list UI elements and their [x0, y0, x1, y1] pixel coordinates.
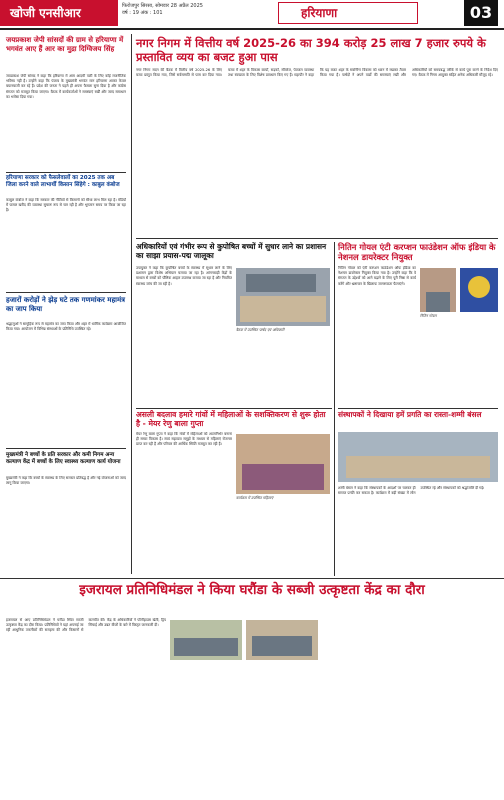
story4-paragraph: मुख्यमंत्री ने कहा कि बच्चों के स्वास्थ्य के लिए सरकार प्रतिबद्ध है और नई योजनाओं को जल्द लागू किया जाएगा। [6, 476, 126, 486]
lead-body [136, 68, 498, 234]
section-label: हरियाणा [278, 2, 418, 24]
divider [136, 238, 498, 239]
story9-headline: संस्थापकों ने दिखाया हमें प्रगति का रास्ता-शम्मी बंसल [338, 410, 482, 419]
story3-body [6, 322, 126, 444]
story10-body-right [322, 618, 498, 796]
delegation-photo-2 [246, 620, 318, 660]
story4-headline: मुख्यमंत्री ने बच्चों के प्रति सरकार और कमी निगम अन्य कल्याण केंद्र में बच्चों के लिए स्वास्थ्य कल्याण कार्य योजना [6, 452, 121, 465]
story6-body-cont [236, 336, 330, 406]
column-divider [334, 242, 335, 576]
story4-body [6, 476, 126, 576]
divider [6, 448, 126, 449]
issue-number: वर्ष : 19 अंक : 101 [122, 10, 163, 16]
story10-headline: इजरायल प्रतिनिधिमंडल ने किया घरौंडा के सब्जी उत्कृष्टता केंद्र का दौरा [79, 582, 425, 598]
divider [338, 408, 498, 409]
story7-paragraph: नितिन गोयल को एंटी करप्शन फाउंडेशन ऑफ इंडिया का नेशनल डायरेक्टर नियुक्त किया गया है। उन्होंने कहा कि वे संगठन के उद्देश्यों को आगे बढ़ाने के लिए पूरी निष्ठा से कार्य करेंगे और भ्रष्टाचार के खिलाफ जागरूकता फैलाएंगे। [338, 266, 416, 286]
issue-meta [122, 3, 252, 17]
story7-headline: नितिन गोयल एंटी करप्शन फाउंडेशन ऑफ इंडिया के नेशनल डायरेक्टर नियुक्त [338, 242, 496, 262]
story2-body [6, 198, 126, 258]
story6-headline: अधिकारियों एवं गंभीर रूप से कुपोषित बच्चों में सुधार लाने का प्रशासन का साझा प्रयास-पद्म जालूका [136, 242, 327, 260]
divider [136, 408, 332, 409]
story7-body [338, 266, 416, 406]
story7-body-cont [420, 322, 498, 406]
story3-headline: हजारों करोड़ों ने झेड़ घटे तक गणमांकर महामंत्र का जाप किया [6, 296, 126, 313]
story9-body [338, 486, 498, 574]
delegation-photo-1 [170, 620, 242, 660]
portrait-photo [420, 268, 456, 312]
foundation-logo-photo [460, 268, 498, 312]
story10-body-cont [170, 664, 318, 796]
story6-paragraph: उपायुक्त ने कहा कि कुपोषित बच्चों के स्वास्थ्य में सुधार लाने के लिए प्रशासन द्वारा विशेष अभियान चलाया जा रहा है। आंगनबाड़ी केंद्रों के माध्यम से बच्चों को पौष्टिक आहार उपलब्ध कराया जा रहा है और नियमित स्वास्थ्य जांच की जा रही है। [136, 266, 232, 286]
story1-body [6, 74, 126, 170]
page-header [0, 0, 504, 30]
story10-body [6, 618, 166, 796]
story2-paragraph: काबुल कंबोज ने कहा कि सरकार की नीतियों से किसानों को सीधा लाभ मिल रहा है। मंडियों में फसल खरीद की व्यवस्था सुचारू रूप से चल रही है और भुगतान समय पर किया जा रहा है। [6, 198, 126, 213]
women-event-caption: कार्यक्रम में उपस्थित महिलाएं [236, 496, 274, 500]
story9-paragraph: शम्मी बंसल ने कहा कि संस्थापकों के आदर्शों पर चलकर ही समाज प्रगति कर सकता है। कार्यक्रम में बड़ी संख्या में लोग उपस्थित रहे और संस्थापकों को श्रद्धांजलि दी गई। [338, 486, 485, 496]
divider [6, 172, 126, 173]
lead-paragraph: नगर निगम सदन की बैठक में वित्तीय वर्ष 2025-26 के लिए बजट प्रस्तुत किया गया, जिसे सर्वसम्मति से पास कर दिया गया। बजट में शहर के विकास कार्यों, सड़कों, सीवरेज, पेयजल व्यवस्था तथा स्वच्छता के लिए विशेष प्रावधान किए गए हैं। महापौर ने कहा कि यह बजट शहर के सर्वांगीण विकास को ध्यान में रखकर तैयार किया गया है। पार्षदों ने अपने वार्डों की समस्याएं रखीं और अधिकारियों को समयबद्ध तरीके से कार्य पूरा करने के निर्देश दिए गए। बैठक में निगम आयुक्त सहित अनेक अधिकारी मौजूद रहे। [136, 68, 498, 78]
column-divider [131, 34, 132, 574]
story8-headline: असली बदलाव हमारे गांवों में महिलाओं के सशक्तिकरण से शुरू होता है - मेयर रेणु बाला गुप्ता [136, 410, 326, 429]
story1-paragraph: जयप्रकाश जेपी सांसद ने कहा कि हरियाणा में आम आदमी पार्टी के लिए कोई राजनीतिक भविष्य नहीं है। उन्होंने कहा कि पंजाब के मुख्यमंत्री भगवंत मान हरियाणा आकर केवल बयानबाजी कर रहे हैं। प्रदेश की जनता ने पहले ही अपना फैसला सुना दिया है और कांग्रेस संगठन को मजबूत किया जाएगा। बैठक में कार्यकर्ताओं ने समस्याएं रखीं और जल्द समाधान का भरोसा दिया गया। [6, 74, 126, 99]
story6-body [136, 266, 232, 406]
women-event-photo [236, 434, 330, 494]
story8-body [136, 432, 232, 574]
story1-headline: जयप्रकाश जेपी सांसदों की ग्राम से हरियाणा में भगवंत आए हैं आर का मुद्रा दिग्विजय सिंह [6, 36, 124, 53]
story10-paragraph: इजरायल से आए प्रतिनिधिमंडल ने घरौंडा स्थित सब्जी उत्कृष्टता केंद्र का दौरा किया। प्रतिनिधियों ने यहां अपनाई जा रही आधुनिक तकनीकों की सराहना की और किसानों से बातचीत की। केंद्र के अधिकारियों ने पॉलीहाउस खेती, ड्रिप सिंचाई और उन्नत बीजों के बारे में विस्तृत जानकारी दी। [6, 618, 166, 633]
founders-event-photo [338, 432, 498, 482]
issue-date: फिरोजपुर सिरसा, सोमवार 28 अप्रैल 2025 [122, 3, 203, 9]
masthead-brand: खोजी एनसीआर [0, 0, 118, 26]
lead-headline: नगर निगम में वित्तीय वर्ष 2025-26 का 394 करोड़ 25 लाख 7 हजार रुपये के प्रस्तावित व्यय का बजट हुआ पास [136, 36, 486, 64]
divider [0, 578, 504, 579]
portrait-caption: नितिन गोयल [420, 314, 437, 318]
story8-body-cont [236, 504, 330, 574]
meeting-photo [236, 268, 330, 326]
story3-paragraph: श्रद्धालुओं ने सामूहिक रूप से महामंत्र का जाप किया और शहर में धार्मिक कार्यक्रम आयोजित किया गया। आयोजन में विभिन्न संस्थाओं के प्रतिनिधि उपस्थित रहे। [6, 322, 126, 332]
story2-headline: हरियाणा सरकार को फैसलेवालों का 2025 तक अब जिला करने वाले लाभार्थी किसान सिंहेगे : काबुल कंबोज [6, 175, 120, 188]
story8-paragraph: मेयर रेणु बाला गुप्ता ने कहा कि गांवों में महिलाओं को आत्मनिर्भर बनाना ही सच्चा विकास है। स्वयं सहायता समूहों के माध्यम से महिलाएं रोजगार प्राप्त कर रही हैं और परिवार की आर्थिक स्थिति मजबूत कर रही हैं। [136, 432, 232, 447]
divider [6, 292, 126, 293]
meeting-photo-caption: बैठक में उपस्थित पार्षद एवं अधिकारी [236, 328, 285, 332]
page-number: 03 [464, 0, 498, 26]
